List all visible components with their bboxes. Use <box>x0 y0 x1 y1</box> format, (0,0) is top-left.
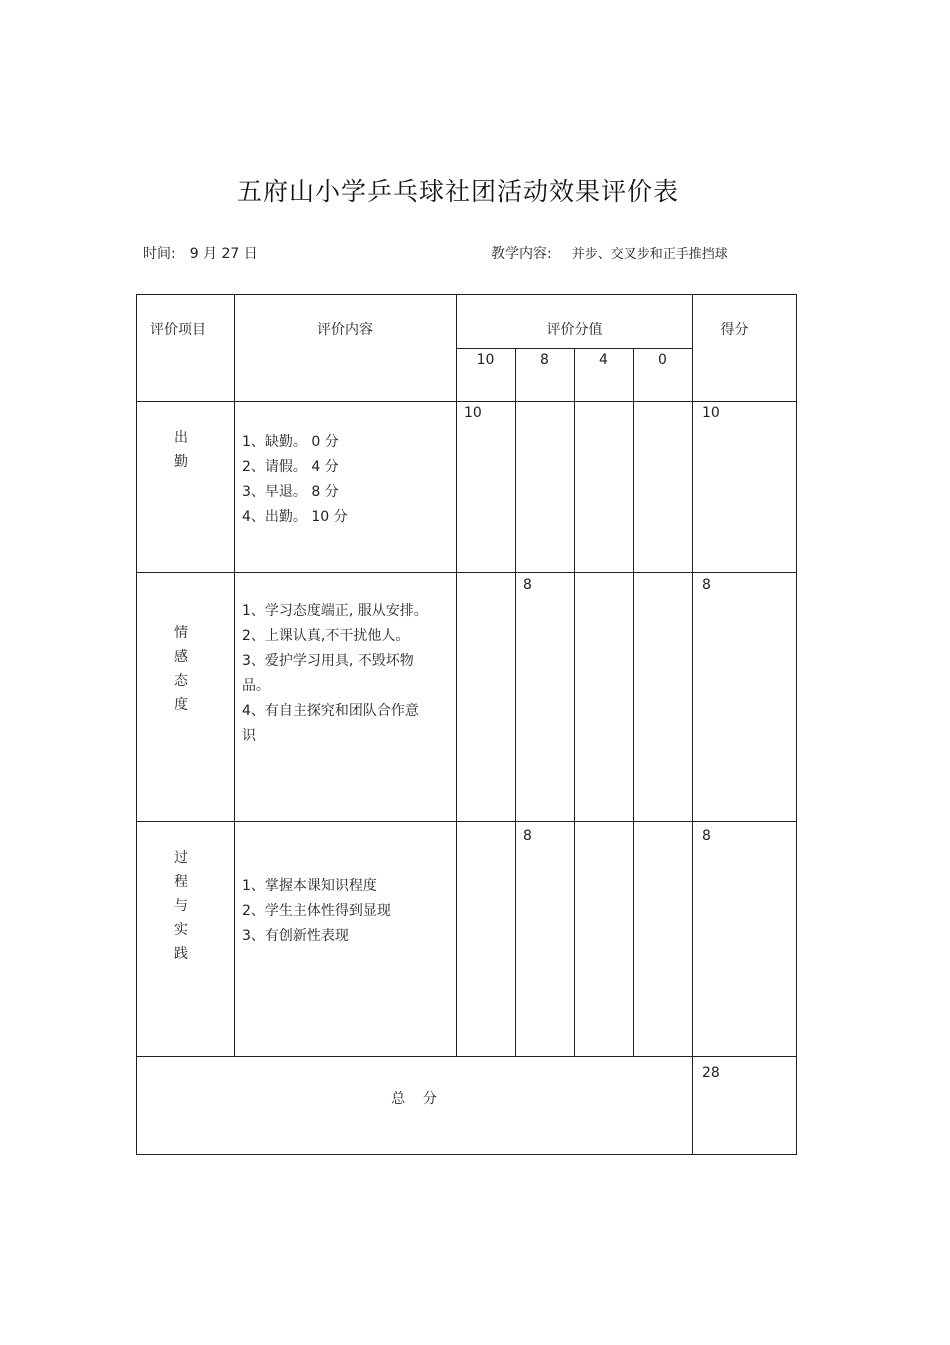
column-divider <box>574 348 575 1057</box>
header-content: 评价内容 <box>317 322 373 338</box>
time-value: 9 月 27 日 <box>189 246 258 262</box>
level-0: 0 <box>658 352 667 368</box>
row-divider <box>136 1056 797 1057</box>
column-divider <box>456 294 457 1057</box>
row-divider <box>136 821 797 822</box>
row-score: 10 <box>702 405 720 421</box>
page-title: 五府山小学乒乓球社团活动效果评价表 <box>236 177 679 206</box>
column-divider <box>515 348 516 1057</box>
teaching-content-value: 并步、交叉步和正手推挡球 <box>571 247 728 262</box>
table-border-right <box>796 294 797 1155</box>
level-8: 8 <box>540 352 549 368</box>
row-content-attendance: 1、缺勤。 0 分 2、请假。 4 分 3、早退。 8 分 4、出勤。 10 分 <box>242 434 348 525</box>
row-mark: 8 <box>523 577 532 593</box>
header-score: 得分 <box>720 322 749 338</box>
table-border-left <box>136 294 137 1155</box>
table-border-top <box>136 294 797 295</box>
row-score: 8 <box>702 828 711 844</box>
row-content-attitude: 1、学习态度端正, 服从安排。 2、上课认真,不干扰他人。 3、爱护学习用具, 不毁坏物 品。 4、有自主探究和团队合作意 识 <box>242 603 428 744</box>
table-border-bottom <box>136 1154 797 1155</box>
header-score-value: 评价分值 <box>546 322 603 338</box>
column-divider <box>633 348 634 1057</box>
total-score: 28 <box>702 1065 720 1081</box>
level-4: 4 <box>599 352 608 368</box>
teaching-content-label: 教学内容: <box>491 246 552 262</box>
column-divider <box>234 294 235 1057</box>
header-item: 评价项目 <box>150 322 206 338</box>
teaching-content-field <box>491 243 728 263</box>
row-score: 8 <box>702 577 711 593</box>
row-mark: 10 <box>464 405 482 421</box>
row-content-practice: 1、掌握本课知识程度 2、学生主体性得到显现 3、有创新性表现 <box>242 878 391 944</box>
total-label: 总 分 <box>391 1091 437 1107</box>
row-divider <box>136 572 797 573</box>
time-field <box>143 243 258 263</box>
row-item-attitude: 情 感 态 度 <box>174 625 188 713</box>
row-item-practice: 过 程 与 实 践 <box>174 850 188 962</box>
time-label: 时间: <box>143 246 176 262</box>
level-10: 10 <box>476 352 495 368</box>
row-item-attendance: 出 勤 <box>174 430 188 470</box>
row-divider <box>136 401 797 402</box>
row-mark: 8 <box>523 828 532 844</box>
column-divider <box>692 294 693 1155</box>
